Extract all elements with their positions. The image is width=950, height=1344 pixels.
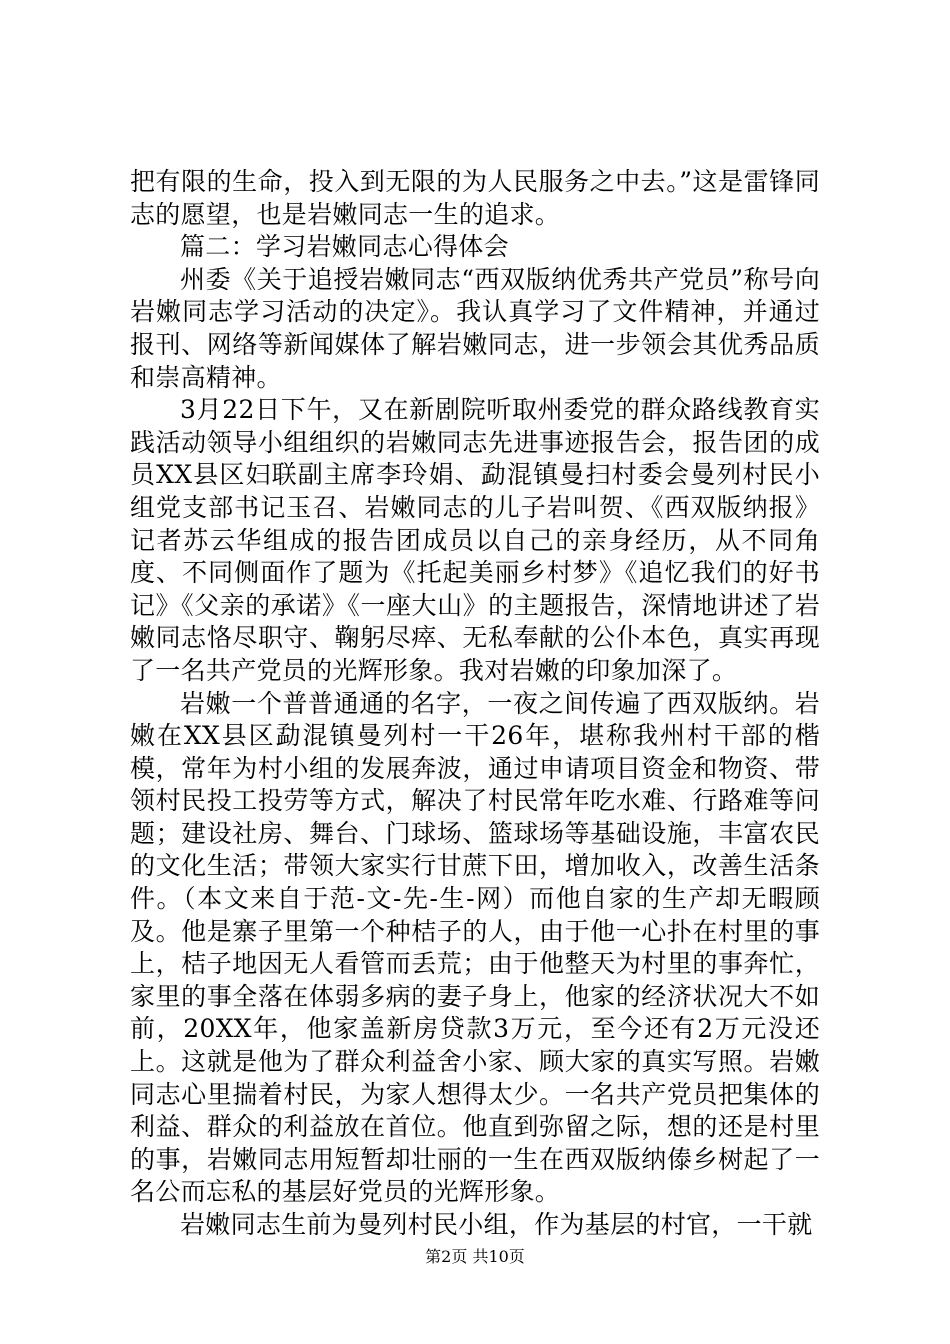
section-heading: 篇二：学习岩嫩同志心得体会 — [180, 232, 509, 262]
paragraph: 岩嫩同志生前为曼列村民小组，作为基层的村官，一干就 — [180, 1210, 813, 1239]
paragraph-continuation: 把有限的生命，投入到无限的为人民服务之中去。”这是雷锋同志的愿望，也是岩嫩同志一生的追求。 — [130, 167, 820, 229]
page-number-footer: 第2页 共10页 — [425, 1247, 525, 1266]
paragraph: 3月22日下午，又在新剧院听取州委党的群众路线教育实践活动领导小组组织的岩嫩同志先进事迹报告会，报告团的成员XX县区妇联副主席李玲娟、勐混镇曼扫村委会曼列村民小组党支部书记玉召、岩嫩同志的儿子岩叫贺、《西双版纳报》记者苏云华组成的报告团成员以自己的亲身经历，从不同角度、不同侧面作了题为《托起美丽乡村梦》《追忆我们的好书记》《父亲的承诺》《一座大山》的主题报告，深情地讲述了岩嫩同志恪尽职守、鞠躬尽瘁、无私奉献的公仆本色，真实再现了一名共产党员的光辉形象。我对岩嫩的印象加深了。 — [130, 395, 820, 685]
paragraph: 州委《关于追授岩嫩同志“西双版纳优秀共产党员”称号向岩嫩同志学习活动的决定》。我认真学习了文件精神，并通过报刊、网络等新闻媒体了解岩嫩同志，进一步领会其优秀品质和崇高精神。 — [130, 264, 820, 392]
body-text — [130, 166, 820, 1242]
paragraph: 岩嫩一个普普通通的名字，一夜之间传遍了西双版纳。岩嫩在XX县区勐混镇曼列村一干26年，堪称我州村干部的楷模，常年为村小组的发展奔波，通过申请项目资金和物资、带领村民投工投劳等方式，解决了村民常年吃水难、行路难等问题；建设社房、舞台、门球场、篮球场等基础设施，丰富农民的文化生活；带领大家实行甘蔗下田，增加收入，改善生活条件。（本文来自于范-文-先-生-网）而他自家的生产却无暇顾及。他是寨子里第一个种桔子的人，由于他一心扑在村里的事上，桔子地因无人看管而丢荒；由于他整天为村里的事奔忙，家里的事全落在体弱多病的妻子身上，他家的经济状况大不如前，20XX年，他家盖新房贷款3万元，至今还有2万元没还上。这就是他为了群众利益舍小家、顾大家的真实写照。岩嫩同志心里揣着村民，为家人想得太少。一名共产党员把集体的利益、群众的利益放在首位。他直到弥留之际，想的还是村里的事，岩嫩同志用短暂却壮丽的一生在西双版纳傣乡树起了一名公而忘私的基层好党员的光辉形象。 — [130, 688, 820, 1207]
